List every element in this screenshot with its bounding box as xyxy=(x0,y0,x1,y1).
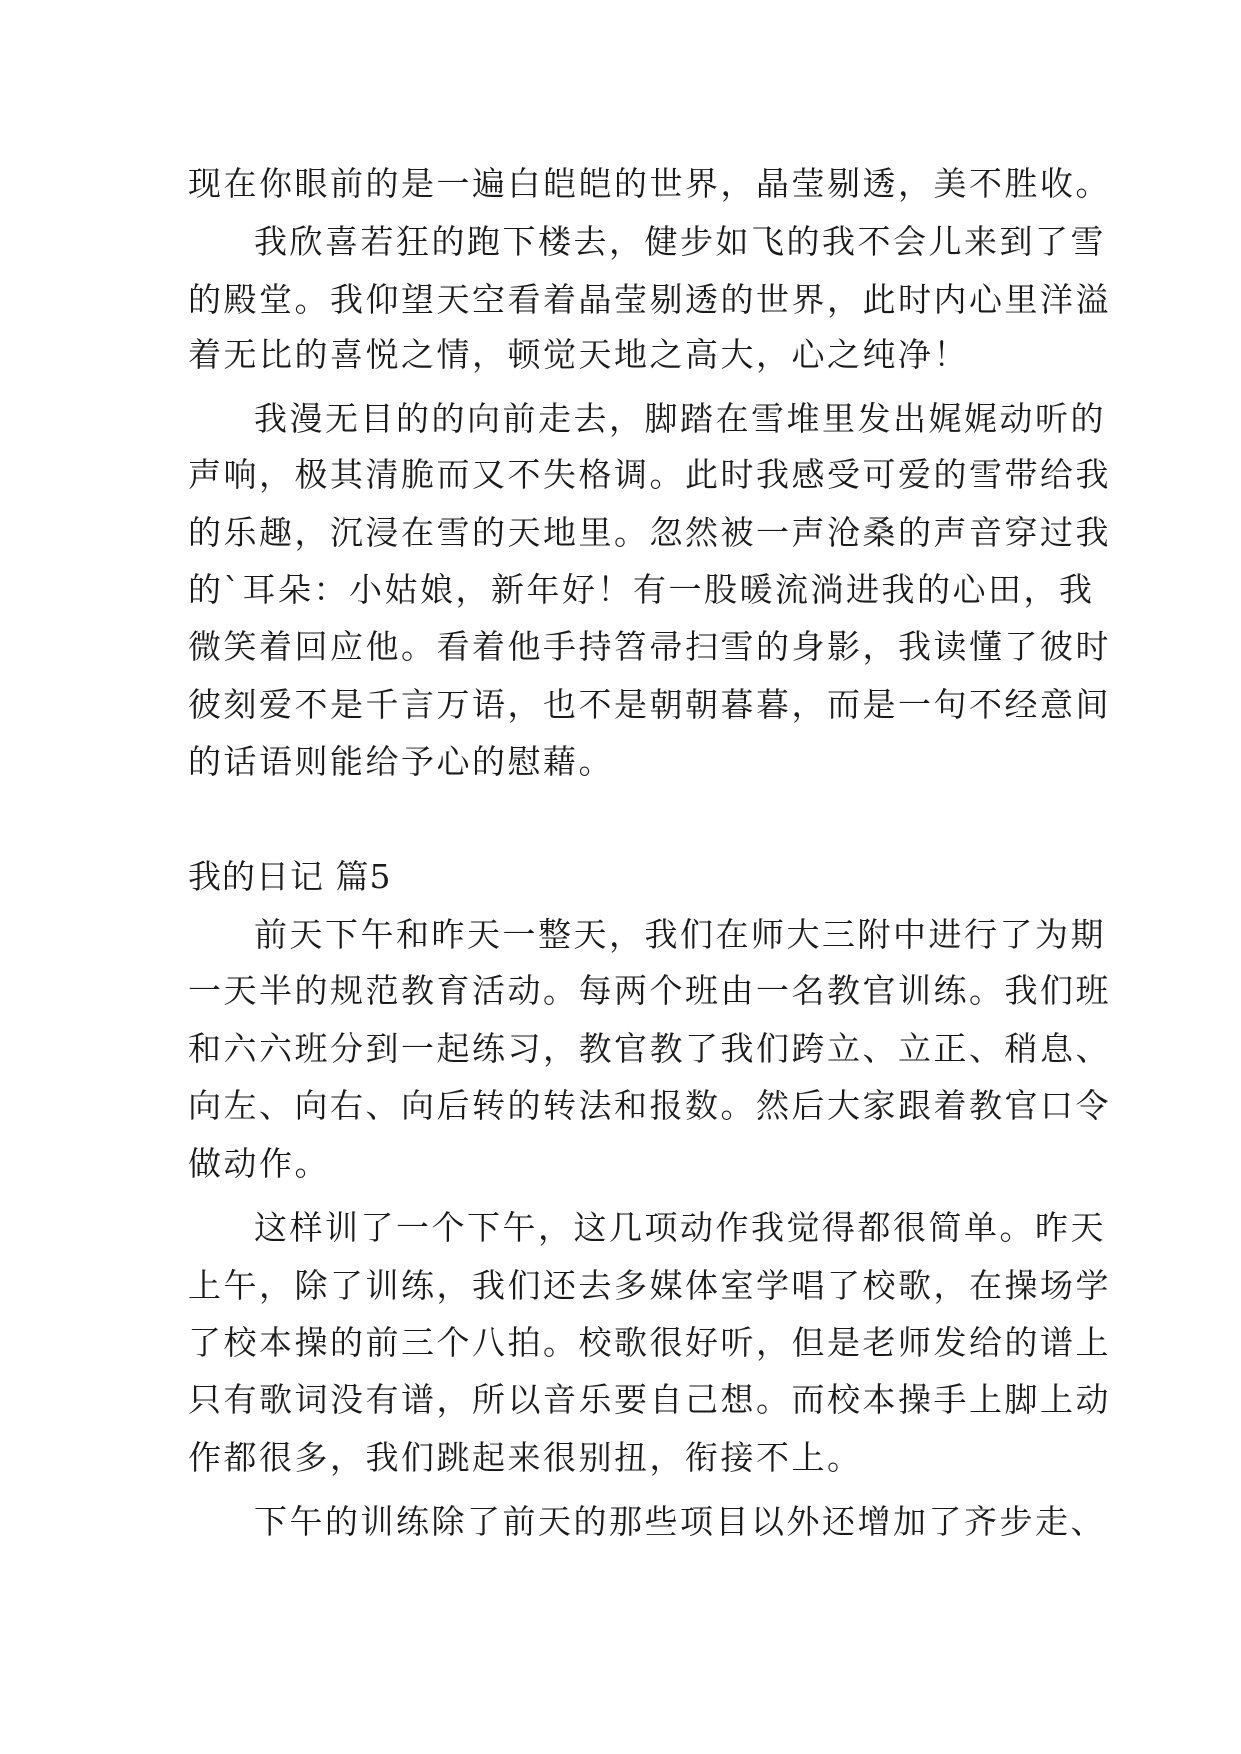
paragraph-first-line: 我欣喜若狂的跑下楼去，健步如飞的我不会儿来到了雪 xyxy=(254,222,1106,261)
text-line: 了校本操的前三个八拍。校歌很好听，但是老师发给的谱上 xyxy=(188,1323,1111,1362)
text-line: 着无比的喜悦之情，顿觉天地之高大，心之纯净！ xyxy=(188,335,969,374)
text-line: 向左、向右、向后转的转法和报数。然后大家跟着教官口令 xyxy=(188,1086,1111,1125)
text-line: 作都很多，我们跳起来很别扭，衔接不上。 xyxy=(188,1438,863,1477)
paragraph-first-line: 前天下午和昨天一整天，我们在师大三附中进行了为期 xyxy=(254,915,1106,954)
paragraph-first-line: 我漫无目的的向前走去，脚踏在雪堆里发出娓娓动听的 xyxy=(254,399,1106,438)
text-line: 和六六班分到一起练习，教官教了我们跨立、立正、稍息、 xyxy=(188,1029,1111,1068)
paragraph-first-line: 这样训了一个下午，这几项动作我觉得都很简单。昨天 xyxy=(254,1208,1106,1247)
text-line: 现在你眼前的是一遍白皑皑的世界，晶莹剔透，美不胜收。 xyxy=(188,164,1111,203)
text-line: 声响，极其清脆而又不失格调。此时我感受可爱的雪带给我 xyxy=(188,455,1111,494)
text-line: 彼刻爱不是千言万语，也不是朝朝暮暮，而是一句不经意间 xyxy=(188,685,1111,724)
text-line: 的乐趣，沉浸在雪的天地里。忽然被一声沧桑的声音穿过我 xyxy=(188,513,1111,552)
text-line: 的话语则能给予心的慰藉。 xyxy=(188,742,614,781)
text-line: 做动作。 xyxy=(188,1144,330,1183)
text-line: 的殿堂。我仰望天空看着晶莹剔透的世界，此时内心里洋溢 xyxy=(188,280,1111,319)
text-line: 上午，除了训练，我们还去多媒体室学唱了校歌，在操场学 xyxy=(188,1266,1111,1305)
text-line: 微笑着回应他。看着他手持笤帚扫雪的身影，我读懂了彼时 xyxy=(188,627,1111,666)
text-line: 只有歌词没有谱，所以音乐要自己想。而校本操手上脚上动 xyxy=(188,1380,1111,1419)
section-heading: 我的日记 篇5 xyxy=(188,857,392,896)
text-line: 一天半的规范教育活动。每两个班由一名教官训练。我们班 xyxy=(188,971,1111,1010)
text-line: 的`耳朵：小姑娘，新年好！有一股暖流淌进我的心田，我 xyxy=(188,570,1095,609)
paragraph-first-line: 下午的训练除了前天的那些项目以外还增加了齐步走、 xyxy=(254,1502,1106,1541)
